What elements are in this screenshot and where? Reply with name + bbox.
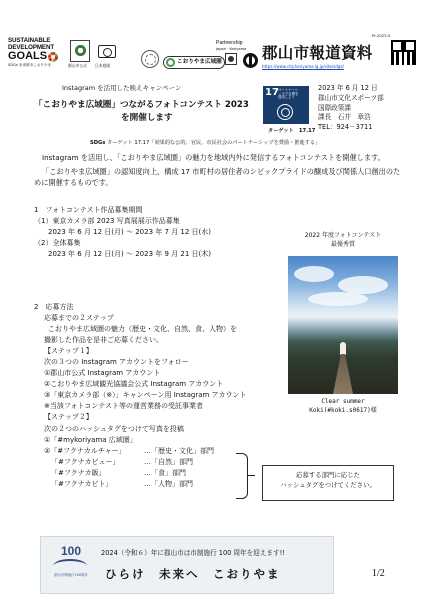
- sdg-wheel-icon: [48, 52, 58, 62]
- account-3: ③「東京カメラ部（※）」キャンペーン用 Instagram アカウント: [44, 391, 247, 400]
- section1-item2-label: （2）全体募集: [34, 239, 81, 248]
- section2-body2: 撮影した作品を是非ご応募ください。: [44, 336, 163, 345]
- release-date: 2023 年 6 月 12 日: [318, 84, 378, 92]
- partnership-line1: Partnership: [216, 40, 243, 46]
- sdg17-number: 17: [265, 87, 279, 98]
- section1-heading: 1 フォトコンテスト作品募集期間: [34, 206, 143, 214]
- bracket-divider: [236, 453, 248, 499]
- centennial-banner: [40, 536, 334, 594]
- boardwalk: [333, 354, 353, 394]
- press-title: 郡山市報道資料: [262, 44, 373, 62]
- account-1: ①郡山市公式 Instagram アカウント: [44, 369, 161, 378]
- sdg17-text: パートナーシップで目標を達成しよう: [278, 88, 299, 100]
- partnership-rings-icon: [277, 104, 293, 120]
- koriyama-koiki-icon: [166, 58, 175, 67]
- contact-person: 課長 石井 章浩: [318, 113, 371, 122]
- camera-icon: [98, 45, 116, 58]
- page-number: 1/2: [372, 568, 385, 579]
- centennial-message: 2024（令和６）年に郡山市は市制施行 100 周年を迎えます!!: [101, 549, 285, 557]
- hashtag-1: ①「#mykoriyama 広域圏」: [44, 435, 137, 444]
- city-emblem-icon: [243, 53, 258, 68]
- intro-paragraph-2: 「こおりやま広域圏」の認知度向上、構成 17 市町村の居住者のシビックプライドの醸成及び関係人口創出のために開催するものです。: [34, 166, 401, 188]
- contact-tel: TEL：924－3711: [318, 123, 373, 131]
- section2-sub: 応募までの２ステップ: [44, 314, 114, 323]
- section2-heading: 2 応募方法: [34, 303, 74, 311]
- intro-text: [34, 152, 406, 191]
- hashtag-row-food: 「#フクナカ飯」 …「食」部門: [51, 468, 186, 477]
- contact-block: [318, 84, 384, 133]
- koriyama-koiki-label: こおりやま広域圏: [177, 59, 222, 65]
- emblem-icon: [74, 44, 87, 57]
- step2-lead: 次の２つのハッシュタグをつけて写真を投稿: [44, 424, 184, 433]
- hashtag-row-people: 「#フクナカビト」 …「人物」部門: [51, 479, 193, 488]
- section1-item1-label: （1）東京カメラ部 2023 写真展展示作品募集: [34, 217, 180, 226]
- logo-a-caption: 郡山市公式: [68, 63, 87, 68]
- qr-code-icon: [391, 40, 416, 65]
- logo-b-caption: 日本庭園: [95, 63, 111, 68]
- person-figure: [340, 342, 346, 355]
- sdg17-tile: [263, 86, 309, 124]
- sdg-logo-caption: SDGs 未来都市こおりやま: [8, 63, 52, 67]
- step1-heading: 【ステップ１】: [44, 347, 93, 356]
- hashtag-row-view: 「#フクナカビュー」 …「自然」部門: [51, 457, 193, 466]
- section-period: [34, 205, 211, 260]
- step1-lead: 次の３つの Instagram アカウントをフォロー: [44, 358, 189, 367]
- camera-logo: [96, 40, 118, 62]
- sdg-logo: [8, 38, 66, 67]
- photo-caption: 2022 年度フォトコンテスト 最優秀賞: [304, 232, 382, 248]
- department: 郡山市文化スポーツ部: [318, 93, 384, 102]
- sdg-logo-line1: SUSTAINABLE: [8, 37, 51, 44]
- bracket-tip: [247, 475, 255, 476]
- hashtag-note-box: 応募する部門に応じた ハッシュタグをつけてください。: [262, 465, 394, 501]
- account-2: ②こおりやま広域観光協議会公式 Instagram アカウント: [44, 380, 224, 389]
- section1-item1-period: 2023 年 6 月 12 日(月) ～ 2023 年 7 月 12 日(水): [48, 228, 211, 237]
- sdg-logo-line2: DEVELOPMENT: [8, 43, 54, 51]
- koriyama-official-logo: [70, 40, 90, 62]
- step2-heading: 【ステップ２】: [44, 413, 93, 422]
- partnership-line2: Japan · Koriyama: [216, 46, 247, 51]
- press-url[interactable]: https://www.city.koriyama.lg.jp/site/sdgs/: [262, 64, 344, 69]
- section-how-to-apply: [34, 302, 247, 490]
- headline-line2: を開催します: [121, 113, 173, 123]
- tourism-seal-logo: [141, 50, 159, 68]
- section2-body1: こおりやま広域圏の魅力（歴史・文化、自然、食、人物）を: [48, 325, 237, 334]
- section1-item2-period: 2023 年 6 月 12 日(月) ～ 2023 年 9 月 21 日(木): [48, 250, 211, 259]
- sdg17-target: ターゲット 17.17: [268, 128, 316, 134]
- intro-paragraph-1: Instagram を活用し、「こおりやま広域圏」の魅力を地域内外に発信するフォトコンテストを開催します。: [42, 153, 385, 162]
- winning-photo: [288, 256, 398, 394]
- campaign-subtitle: Instagram を活用した映えキャンペーン: [62, 84, 182, 92]
- account-note: ※当該フォトコンテスト等の運営業務の受託事業者: [44, 402, 203, 411]
- sdg-logo-line3: GOALS: [8, 51, 66, 62]
- centennial-slogan: ひらけ 未来へ こおりやま: [105, 567, 281, 581]
- sdgs-target-note: SDGs ターゲット 17.17「効果的な公的、官民、市民社会のパートナーシップを奨励・推進する」: [90, 140, 321, 146]
- hashtag-row-culture: ②「#フクナカルチャー」 …「歴史・文化」部門: [44, 446, 214, 455]
- press-code: Pr-2023-5: [372, 33, 391, 38]
- division: 国際政策課: [318, 103, 351, 112]
- photo-credit: Clear summer Koki(#koki.s0617)様: [309, 398, 377, 414]
- headline-line1: 「こおりやま広域圏」つながるフォトコンテスト 2023: [34, 100, 249, 110]
- centennial-badge-icon: 100 郡山市制施行100周年: [54, 544, 88, 577]
- partnership-icon: [225, 53, 237, 65]
